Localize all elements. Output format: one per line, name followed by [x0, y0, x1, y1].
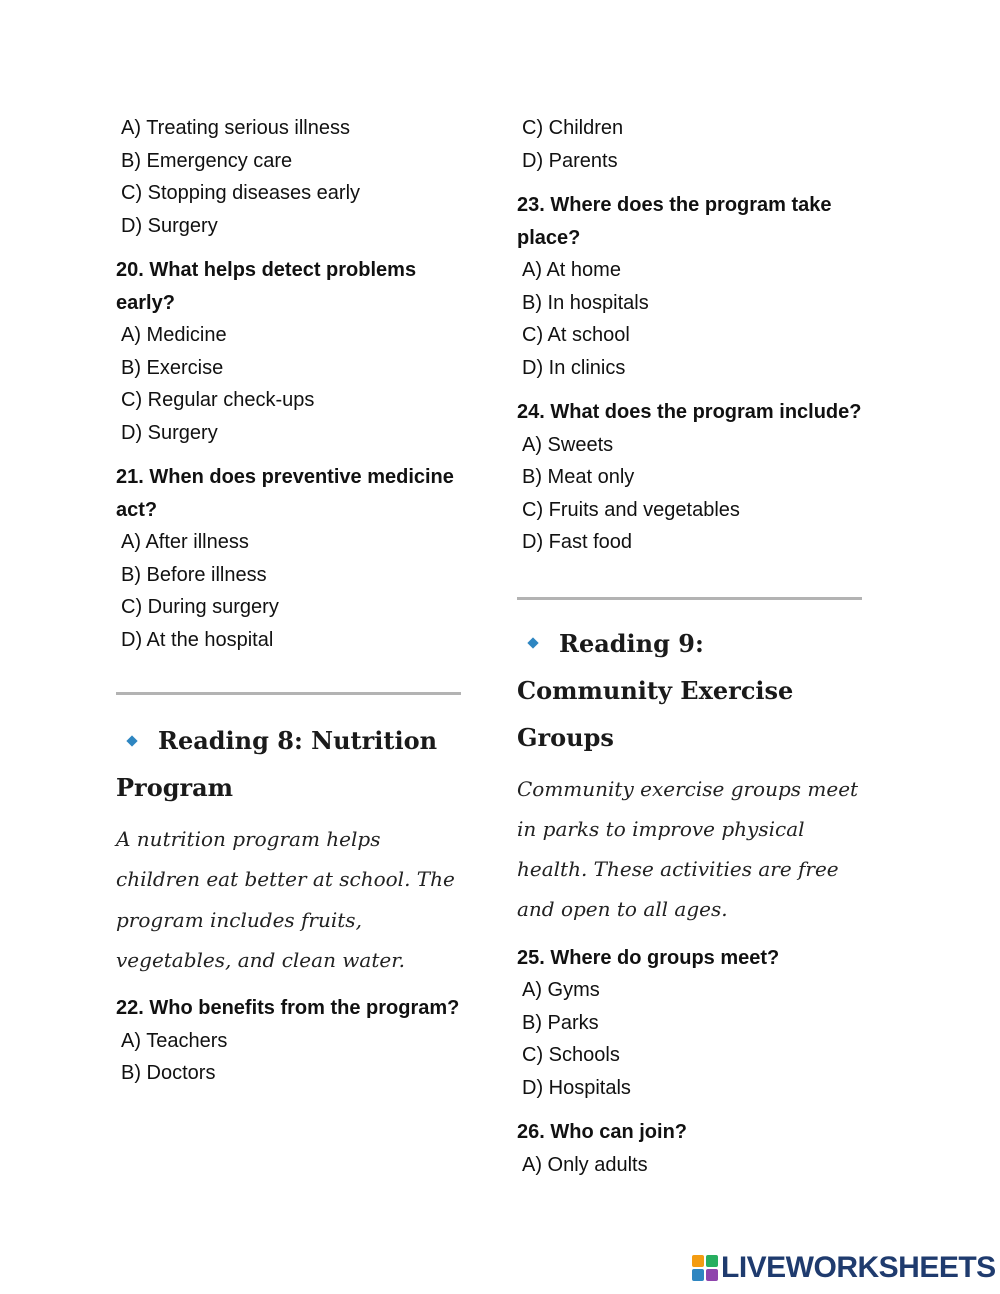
reading-9-title-text: Reading 9: Community Exercise Groups: [517, 628, 794, 752]
liveworksheets-logo-icon: [692, 1255, 718, 1281]
question-22: 22. Who benefits from the program?: [116, 997, 460, 1020]
question-25: 25. Where do groups meet?: [517, 946, 780, 969]
answer-option[interactable]: C) Schools: [522, 1044, 620, 1067]
left-column: [116, 112, 461, 1090]
answer-option[interactable]: B) Meat only: [522, 466, 635, 488]
answer-option[interactable]: A) At home: [522, 259, 621, 281]
answer-option[interactable]: D) Hospitals: [522, 1076, 631, 1099]
answer-option[interactable]: C) At school: [522, 324, 630, 346]
answer-option[interactable]: A) Medicine: [121, 324, 227, 346]
reading-8-title-text: Reading 8: Nutrition Program: [116, 726, 438, 802]
diamond-bullet-icon: [527, 637, 538, 648]
reading-8-passage: A nutrition program helps children eat better at school. The program includes fruits, vegetables, and clean water.: [116, 827, 455, 972]
diamond-bullet-icon: [126, 735, 137, 746]
question-21: 21. When does preventive medicine act?: [116, 466, 454, 521]
question-20: 20. What helps detect problems early?: [116, 259, 417, 314]
answer-option[interactable]: A) After illness: [121, 531, 249, 553]
answer-option[interactable]: D) At the hospital: [121, 628, 274, 651]
answer-option[interactable]: A) Only adults: [522, 1153, 648, 1176]
answer-option[interactable]: C) Children: [522, 117, 624, 139]
logo-square: [706, 1269, 718, 1281]
answer-option[interactable]: B) Emergency care: [121, 149, 293, 172]
section-divider: [116, 692, 461, 695]
answer-option[interactable]: B) Doctors: [121, 1062, 216, 1085]
answer-option[interactable]: C) Stopping diseases early: [121, 182, 361, 204]
answer-option[interactable]: B) In hospitals: [522, 291, 649, 314]
liveworksheets-brand: [692, 1252, 996, 1284]
reading-9-title: [517, 620, 862, 761]
reading-9-passage: Community exercise groups meet in parks to improve physical health. These activities are free and open to all ages.: [517, 776, 859, 922]
answer-option[interactable]: A) Gyms: [522, 979, 600, 1002]
right-column: [517, 112, 862, 1181]
answer-option[interactable]: B) Parks: [522, 1011, 599, 1034]
section-divider: [517, 597, 862, 600]
answer-option[interactable]: D) Parents: [522, 149, 618, 172]
logo-square: [692, 1255, 704, 1267]
question-26: 26. Who can join?: [517, 1121, 688, 1144]
answer-option[interactable]: B) Exercise: [121, 356, 224, 379]
reading-8-title: [116, 717, 461, 811]
answer-option[interactable]: D) Surgery: [121, 214, 218, 237]
answer-option[interactable]: D) Fast food: [522, 531, 633, 553]
answer-option[interactable]: C) Regular check-ups: [121, 389, 315, 411]
logo-square: [706, 1255, 718, 1267]
question-23: 23. Where does the program take place?: [517, 194, 832, 249]
answer-option[interactable]: D) In clinics: [522, 356, 626, 379]
answer-option[interactable]: C) During surgery: [121, 596, 279, 618]
answer-option[interactable]: C) Fruits and vegetables: [522, 498, 740, 521]
brand-name: LIVEWORKSHEETS: [721, 1251, 996, 1284]
answer-option[interactable]: B) Before illness: [121, 563, 267, 586]
answer-option[interactable]: A) Teachers: [121, 1029, 228, 1052]
q19-options: [116, 112, 461, 242]
question-24: 24. What does the program include?: [517, 401, 862, 423]
answer-option[interactable]: A) Treating serious illness: [121, 117, 350, 139]
answer-option[interactable]: D) Surgery: [121, 421, 218, 444]
logo-square: [692, 1269, 704, 1281]
answer-option[interactable]: A) Sweets: [522, 433, 614, 456]
